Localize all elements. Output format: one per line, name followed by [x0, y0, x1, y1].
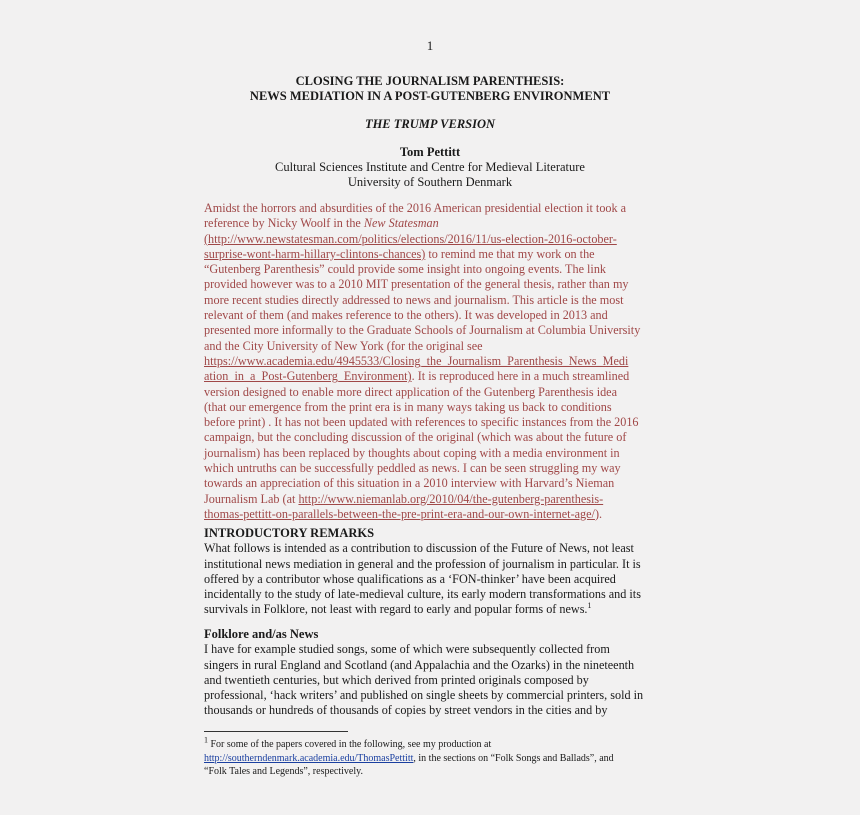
footnote-divider — [204, 731, 348, 732]
intro-line: (that our emergence from the print era is in many ways taking us back to conditions — [204, 399, 612, 414]
section-heading: INTRODUCTORY REMARKS — [204, 526, 375, 540]
body-line: survivals in Folklore, not least with regard to early and popular forms of news.$^1$ — [204, 601, 592, 617]
body-line: incidentally to the study of late-medieval culture, its early modern transformations and its — [204, 587, 641, 602]
body-line: institutional news mediation in general and the profession of journalism in particular. It is — [204, 556, 641, 571]
intro-line: which untruths can be successfully peddled as news. I can be seen struggling my way — [204, 461, 621, 476]
intro-line: thomas-pettitt-on-parallels-between-the-pre-print-era-and-our-own-internet-age/). — [204, 506, 603, 521]
affiliation-line-1: Cultural Sciences Institute and Centre for Medieval Literature — [275, 160, 585, 174]
intro-line: and the City University of New York (for the original see — [204, 338, 483, 353]
page-number: 1 — [426, 38, 434, 53]
footnote-line: $^1$ For some of the papers covered in the following, see my production at — [204, 735, 492, 750]
author-name: Tom Pettitt — [399, 145, 461, 159]
link-academia-profile[interactable]: http://southerndenmark.academia.edu/ThomasPettitt — [204, 752, 414, 764]
link-academia-2[interactable]: ation_in_a_Post-Gutenberg_Environment) — [204, 369, 412, 384]
intro-line: journalism) has been replaced by thoughts about coping with a media environment in — [204, 445, 620, 460]
body-line: professional, ‘hack writers’ and published on single sheets by commercial printers, sold in — [204, 688, 644, 703]
footnote-number: 1 — [204, 735, 208, 745]
link-niemanlab-1[interactable]: http://www.niemanlab.org/2010/04/the-gutenberg-parenthesis- — [298, 491, 604, 506]
footnote-line: http://southerndenmark.academia.edu/ThomasPettitt, in the sections on “Folk Songs and Ballads”, and — [204, 752, 614, 764]
intro-line: before print) . It has not been updated with references to specific instances from the 2016 — [204, 415, 639, 430]
intro-line: campaign, but the concluding discussion of the original (which was about the future of — [204, 430, 627, 445]
intro-line: more recent studies directly addressed to news and journalism. This article is the most — [204, 292, 624, 307]
intro-line: “Gutenberg Parenthesis” could provide some insight into ongoing events. The link — [204, 262, 607, 277]
footnote-reference[interactable]: 1 — [587, 601, 592, 611]
intro-note — [204, 201, 664, 522]
intro-line: provided however was to a 2010 MIT presentation of the general thesis, rather than my — [204, 277, 629, 292]
link-niemanlab-2[interactable]: thomas-pettitt-on-parallels-between-the-pre-print-era-and-our-own-internet-age/ — [204, 506, 595, 521]
footnote — [204, 735, 664, 779]
section-heading: Folklore and/as News — [204, 627, 319, 641]
body-line: and twentieth centuries, but which derived from printed originals composed by — [204, 672, 589, 687]
footnote-line: “Folk Tales and Legends”, respectively. — [204, 766, 363, 777]
link-academia-1[interactable]: https://www.academia.edu/4945533/Closing_the_Journalism_Parenthesis_News_Medi — [204, 353, 629, 368]
intro-line: Journalism Lab (at http://www.niemanlab.org/2010/04/the-gutenberg-parenthesis- — [204, 491, 604, 506]
section-introductory-remarks — [204, 526, 664, 618]
intro-line: towards an appreciation of this situation in a 2010 interview with Harvard’s Nieman — [204, 476, 615, 491]
title-line-2: NEWS MEDIATION IN A POST-GUTENBERG ENVIRONMENT — [249, 89, 611, 103]
intro-line: reference by Nicky Woolf in the New Statesman — [204, 216, 439, 231]
affiliation-line-2: University of Southern Denmark — [347, 175, 513, 189]
paper-title — [0, 74, 860, 104]
link-new-statesman-2[interactable]: surprise-wont-harm-hillary-clintons-chances) — [204, 246, 426, 261]
body-line: I have for example studied songs, some of which were subsequently collected from — [204, 642, 610, 657]
section-folklore-as-news — [204, 627, 664, 719]
intro-line: surprise-wont-harm-hillary-clintons-chances) to remind me that my work on the — [204, 246, 595, 261]
author-affiliation — [0, 160, 860, 190]
intro-line: presented more informally to the Graduate Schools of Journalism at Columbia University — [204, 323, 641, 338]
body-line: What follows is intended as a contribution to discussion of the Future of News, not least — [204, 541, 634, 556]
title-line-1: CLOSING THE JOURNALISM PARENTHESIS: — [295, 74, 565, 88]
intro-line: Amidst the horrors and absurdities of the 2016 American presidential election it took a — [204, 201, 627, 215]
intro-line: ation_in_a_Post-Gutenberg_Environment). It is reproduced here in a much streamlined — [204, 369, 630, 384]
body-line: singers in rural England and Scotland (and Appalachia and the Ozarks) in the nineteenth — [204, 657, 635, 672]
new-statesman-title: New Statesman — [363, 216, 439, 231]
intro-line: relevant of them (and makes reference to the others). It was developed in 2013 and — [204, 308, 608, 323]
paper-subtitle: THE TRUMP VERSION — [364, 117, 496, 131]
intro-line: version designed to enable more direct application of the Gutenberg Parenthesis idea — [204, 384, 618, 399]
body-line: thousands or hundreds of thousands of copies by street vendors in the cities and by — [204, 703, 608, 718]
link-new-statesman-1[interactable]: (http://www.newstatesman.com/politics/elections/2016/11/us-election-2016-october- — [204, 231, 617, 246]
body-line: offered by a contributor whose qualifications as a ‘FON-thinker’ have been acquired — [204, 571, 616, 586]
